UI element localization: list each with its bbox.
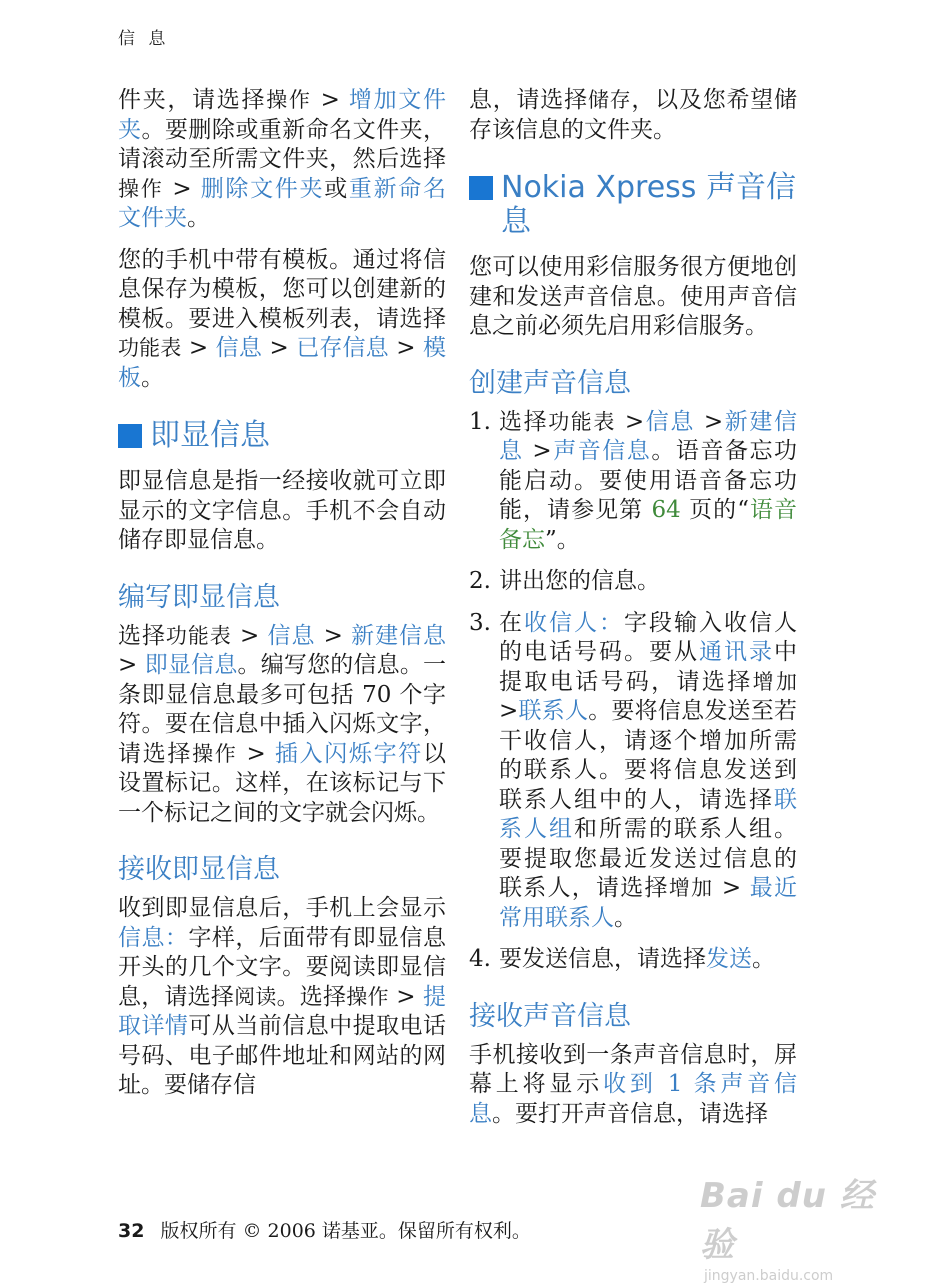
- paragraph-receive-audio: 手机接收到一条声音信息时，屏幕上将显示收到 1 条声音信息。要打开声音信息，请选择: [469, 1041, 797, 1127]
- subheading-write-instant: 编写即显信息: [118, 581, 280, 613]
- section-heading-instant: 即显信息: [118, 419, 446, 453]
- subheading-receive-audio: 接收声音信息: [469, 1000, 631, 1032]
- running-header: 信 息: [118, 29, 170, 49]
- screen-text-link: 收到 1 条声音信息: [469, 1071, 797, 1127]
- paragraph-save: 息，请选择储存，以及您希望储存该信息的文件夹。: [469, 87, 798, 143]
- menu-link: 插入闪烁字符: [274, 740, 424, 767]
- field-link: 收信人：: [524, 609, 624, 636]
- menu-link: 信息: [644, 408, 696, 435]
- paragraph-templates: 您的手机中带有模板。通过将信息保存为模板，您可以创建新的模板。要进入模板列表，请选择功能表 > 信息 > 已存信息 > 模板。: [118, 246, 446, 391]
- menu-link: 新建信息: [351, 622, 446, 649]
- page-number: 32: [118, 1220, 145, 1242]
- baidu-watermark: [700, 1168, 880, 1284]
- menu-link: 即显信息: [144, 652, 238, 678]
- watermark-logo: Bai du 经验: [700, 1176, 875, 1265]
- section-heading-xpress: Nokia Xpress 声音信息: [469, 171, 797, 239]
- menu-link: 增加文件夹: [118, 87, 447, 143]
- menu-link: 模板: [118, 335, 446, 391]
- paragraph-instant-intro: 即显信息是指一经接收就可立即显示的文字信息。手机不会自动储存即显信息。: [118, 468, 446, 553]
- screen-text-link: 信息：: [118, 924, 189, 951]
- page-footer: [118, 1216, 531, 1243]
- menu-link: 发送: [706, 946, 752, 972]
- heading-square-icon: [118, 424, 142, 448]
- list-item: 1. 选择功能表 >信息 >新建信息 >声音信息。语音备忘功能启动。要使用语音备忘功能，请参见第 64 页的“语音备忘”。: [469, 408, 798, 553]
- steps-list: [469, 408, 797, 975]
- list-item: 3. 在收信人：字段输入收信人的电话号码。要从通讯录中提取电话号码，请选择增加 >联系人。要将信息发送至若干收信人，请逐个增加所需的联系人。要将信息发送到联系人组中的人，请选择联系人组和所需的联系人组。要提取您最近发送过信息的联系人，请选择增加 > 最近常用联系人。: [469, 609, 798, 931]
- menu-link: 已存信息: [296, 335, 389, 361]
- paragraph-xpress-intro: 您可以使用彩信服务很方便地创建和发送声音信息。使用声音信息之前必须先启用彩信服务。: [469, 254, 797, 339]
- menu-link: 联系人组: [499, 786, 797, 842]
- page-ref: 64: [651, 497, 681, 523]
- menu-link: 新建信息: [499, 408, 798, 464]
- right-column: [469, 86, 797, 1141]
- watermark-url: jingyan.baidu.com: [704, 1268, 834, 1284]
- subheading-receive-instant: 接收即显信息: [118, 854, 280, 885]
- copyright-text: 版权所有 © 2006 诺基亚。保留所有权利。: [160, 1220, 531, 1242]
- menu-link: 通讯录: [699, 639, 774, 665]
- menu-link: 联系人: [518, 698, 589, 724]
- menu-link: 重新命名文件夹: [118, 175, 447, 231]
- list-item: 2. 讲出您的信息。: [469, 568, 660, 594]
- menu-link: 信息: [267, 622, 316, 649]
- paragraph-folders: 件夹，请选择操作 > 增加文件夹。要删除或重新命名文件夹，请滚动至所需文件夹，然后选择操作 > 删除文件夹或重新命名文件夹。: [118, 87, 447, 231]
- menu-link: 最近常用联系人: [499, 875, 798, 931]
- list-item: 4. 要发送信息，请选择发送。: [469, 946, 775, 972]
- left-column: [118, 86, 446, 1113]
- menu-link: 删除文件夹: [200, 175, 325, 202]
- menu-link: 提取详情: [118, 983, 447, 1039]
- paragraph-receive-instant: 收到即显信息后，手机上会显示信息：字样，后面带有即显信息开头的几个文字。要阅读即显信息，请选择阅读。选择操作 > 提取详情可从当前信息中提取电话号码、电子邮件地址和网站的网址。要储存信: [118, 895, 447, 1098]
- paragraph-write-instant: 选择功能表 > 信息 > 新建信息 > 即显信息。编写您的信息。一条即显信息最多可包括 70 个字符。要在信息中插入闪烁文字，请选择操作 > 插入闪烁字符以设置标记。这样，在该标记与下一个标记之间的文字就会闪烁。: [118, 622, 447, 826]
- subheading-create-audio: 创建声音信息: [469, 367, 631, 399]
- heading-square-icon: [469, 176, 493, 200]
- menu-link: 声音信息: [551, 438, 652, 464]
- section-ref: 语音备忘: [499, 497, 798, 553]
- menu-link: 信息: [215, 335, 262, 361]
